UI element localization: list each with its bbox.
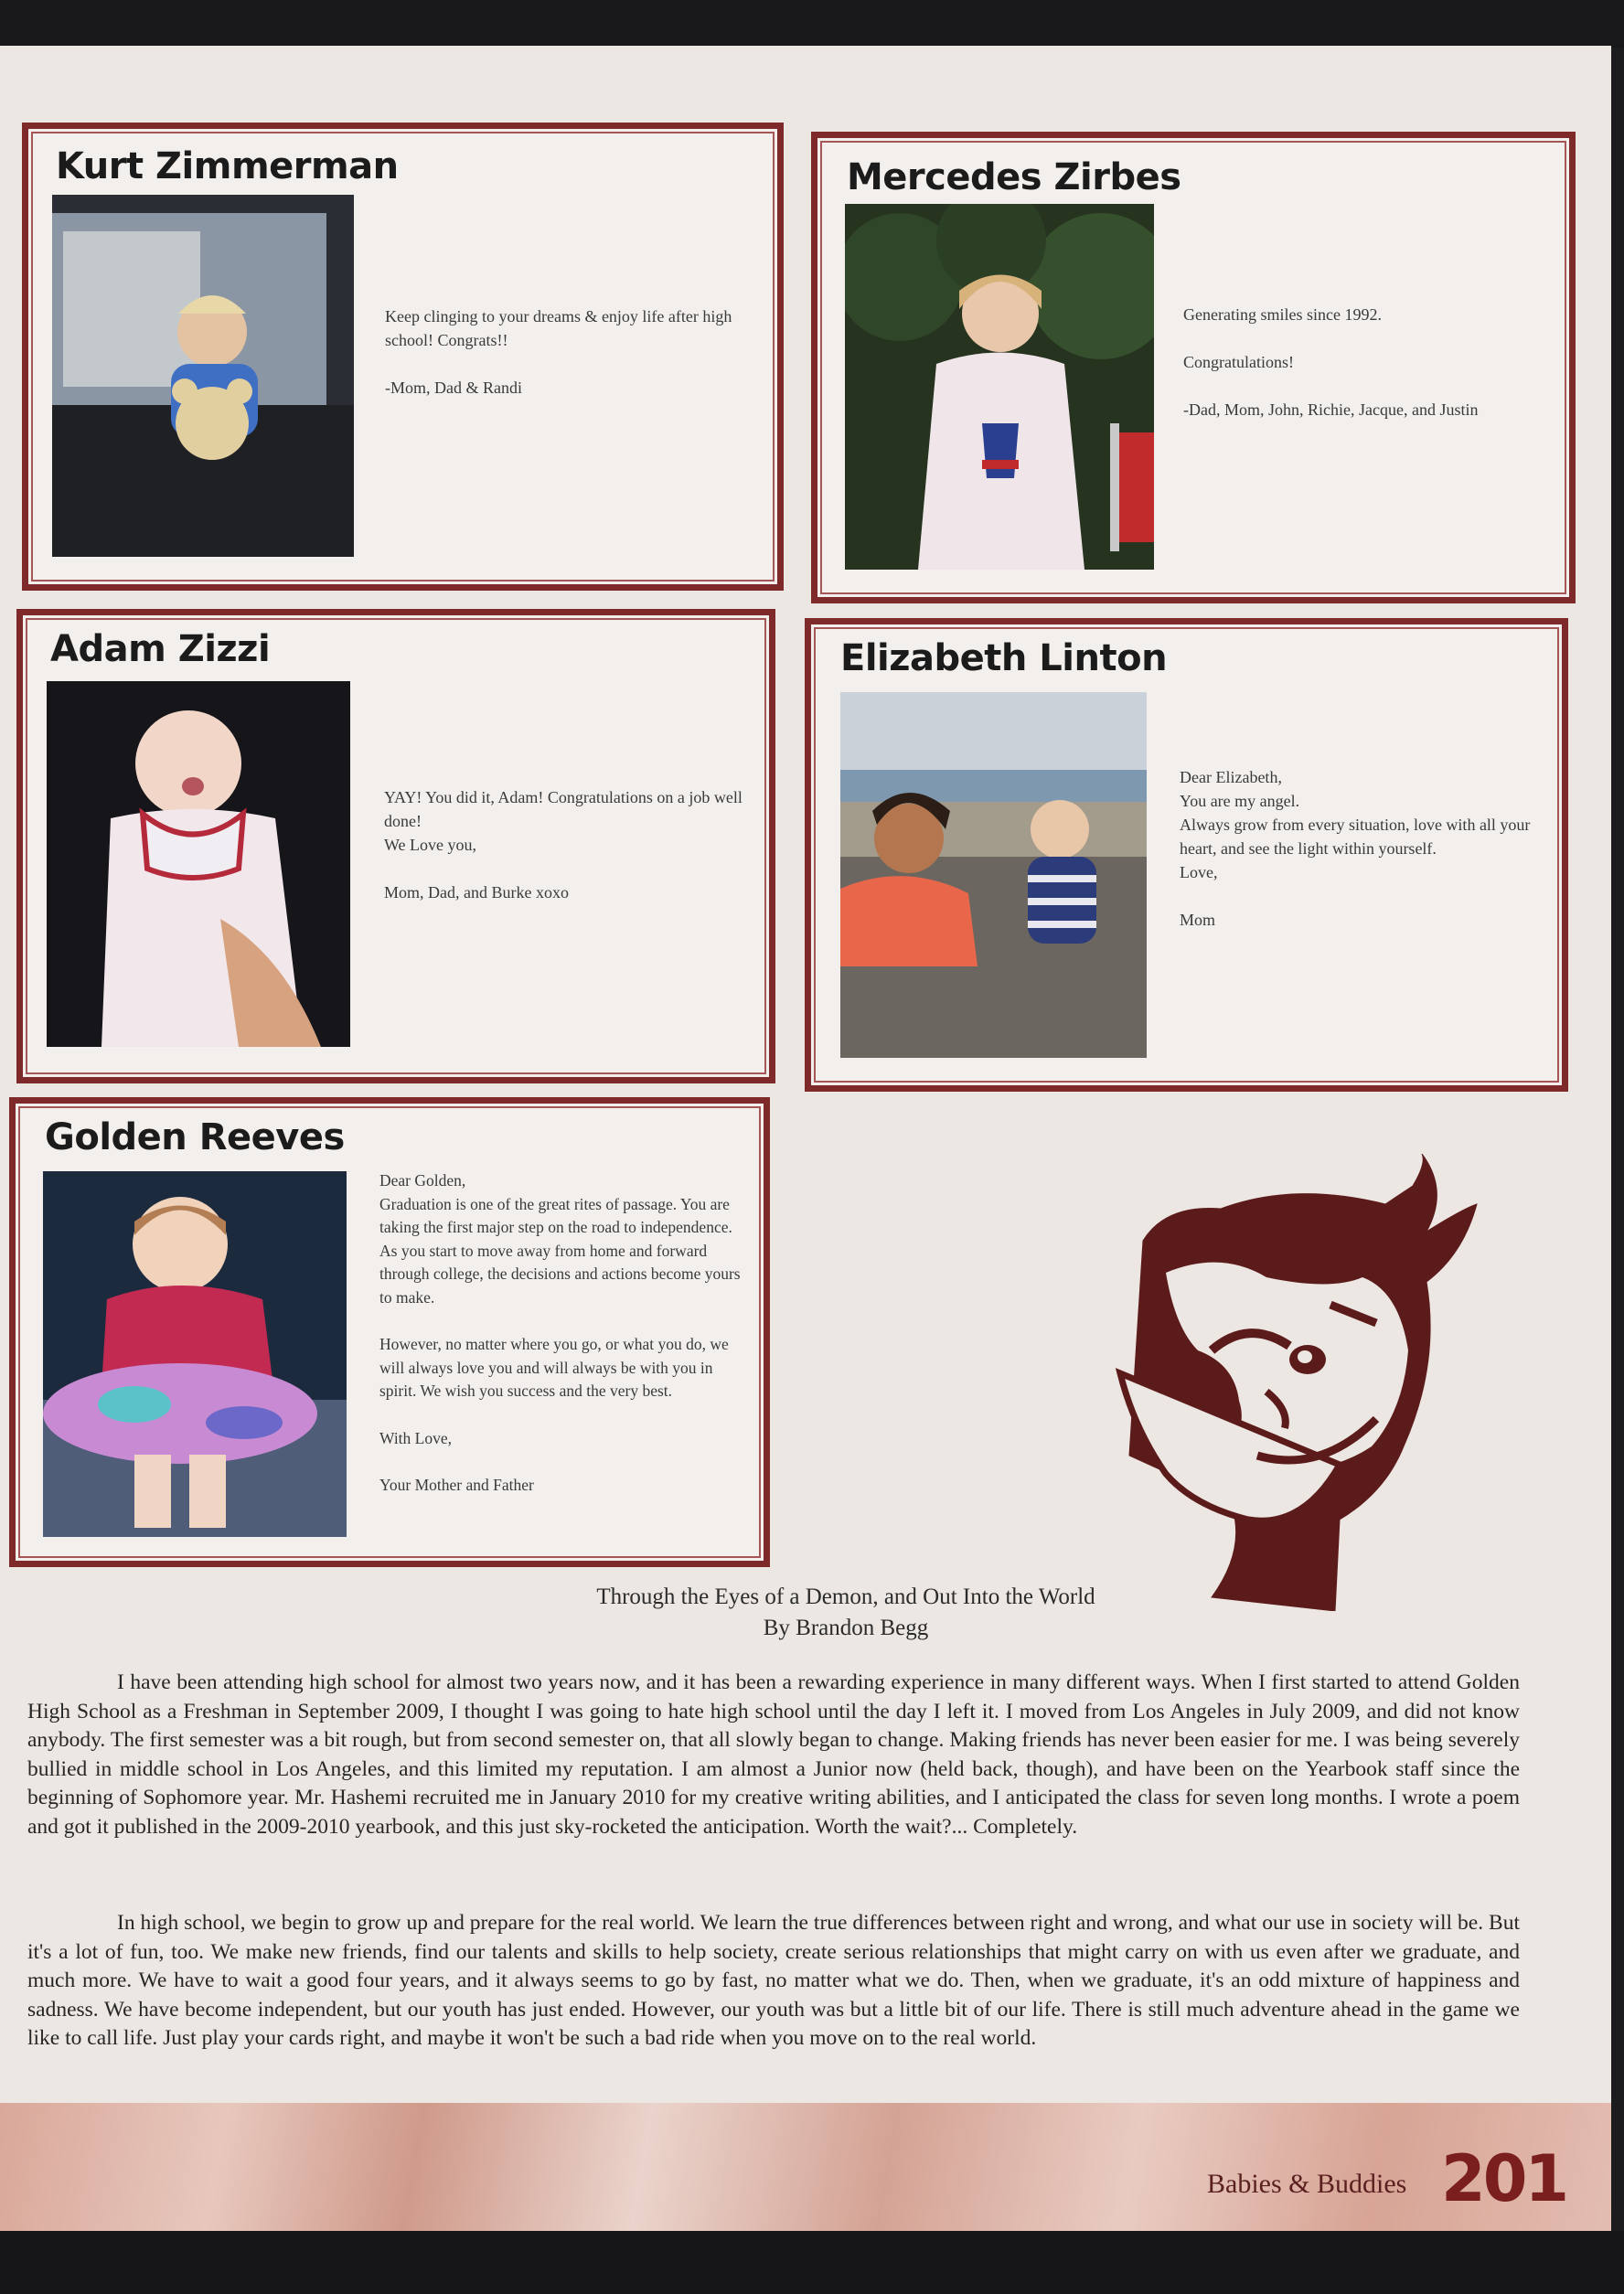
baby-photo [840, 692, 1147, 1058]
top-scan-edge [0, 0, 1624, 48]
card-message [1183, 303, 1558, 421]
card-message [385, 304, 751, 400]
message-line: With Love, [379, 1428, 452, 1447]
message-line: YAY! You did it, Adam! Congratulations on a job well done! We Love you, [384, 788, 743, 854]
essay-heading [0, 1582, 1573, 1644]
message-line: -Mom, Dad & Randi [385, 379, 522, 397]
message-line: However, no matter where you go, or what you do, we will always love you and will always be with you in spirit. We wish you success and the very best. [379, 1335, 729, 1400]
baby-ad-card-mercedes-zirbes [811, 132, 1576, 603]
message-line: -Dad, Mom, John, Richie, Jacque, and Justin [1183, 400, 1479, 419]
baby-photo [52, 195, 354, 557]
bottom-scan-edge [0, 2231, 1624, 2294]
baby-ad-card-elizabeth-linton [805, 618, 1568, 1092]
baby-ad-card-golden-reeves [9, 1097, 770, 1567]
card-message [384, 785, 754, 904]
card-name: Mercedes Zirbes [847, 156, 1181, 198]
essay-byline: By Brandon Begg [763, 1616, 929, 1640]
card-message [379, 1169, 747, 1498]
demon-mascot-icon [1111, 1154, 1486, 1611]
baby-photo [47, 681, 350, 1047]
message-line: Dear Elizabeth, You are my angel. Always grow from every situation, love with all your heart, and see the light within yourself. Love, [1180, 768, 1531, 881]
baby-ad-card-adam-zizzi [16, 609, 775, 1083]
card-name: Elizabeth Linton [840, 637, 1168, 679]
section-title: Babies & Buddies [1207, 2169, 1407, 2199]
message-line: Mom, Dad, and Burke xoxo [384, 883, 569, 902]
card-name: Kurt Zimmerman [56, 145, 399, 187]
baby-photo [43, 1171, 347, 1537]
baby-photo [845, 204, 1154, 570]
card-name: Golden Reeves [45, 1116, 345, 1158]
page-number: 201 [1441, 2141, 1567, 2216]
essay-paragraph: In high school, we begin to grow up and prepare for the real world. We learn the true differences between right and wrong, and what our use in society will be. But it's a lot of fun, too. We make new friends, find our talents and skills to help society, create serious relationships that might carry on with us even after we graduate, and much more. We have to wait a good four years, and it always seems to go by fast, no matter what we do. Then, when we graduate, it's an odd mixture of happiness and sadness. We have become independent, but our youth has just ended. However, our youth was but a little bit of our life. There is still much adventure ahead in the game we like to call life. Just play your cards right, and maybe it won't be such a bad ride when you move on to the real world. [27, 1911, 1520, 2050]
baby-ad-card-kurt-zimmerman [22, 123, 784, 591]
message-line: Dear Golden, Graduation is one of the great rites of passage. You are taking the first major step on the road to independence. As you start to move away from home and forward through college, the decisions and actions become yours to make. [379, 1171, 741, 1307]
card-name: Adam Zizzi [50, 628, 271, 670]
message-line: Congratulations! [1183, 353, 1294, 371]
message-line: Keep clinging to your dreams & enjoy life after high school! Congrats!! [385, 307, 732, 349]
message-line: Your Mother and Father [379, 1476, 534, 1494]
message-line: Mom [1180, 911, 1216, 929]
essay-paragraph: I have been attending high school for almost two years now, and it has been a rewarding experience in many different ways. When I first started to attend Golden High School as a Freshman in September 2009, I thought I was going to hate high school until the day I left it. I moved from Los Angeles in July 2009, and did not know anybody. The first semester was a bit rough, but from second semester on, that all slowly began to change. Making friends has never been easier for me. I was being severely bullied in middle school in Los Angeles, and this limited my reputation. I am almost a Junior now (held back, though), and have been on the Yearbook staff since the beginning of Sophomore year. Mr. Hashemi recruited me in January 2010 for my creative writing abilities, and I anticipated the class for seven long months. I wrote a poem and got it published in the 2009-2010 yearbook, and this just sky-rocketed the anticipation. Worth the wait?... Completely. [27, 1670, 1520, 1839]
card-message [1180, 765, 1555, 932]
essay-title: Through the Eyes of a Demon, and Out Into the World [596, 1584, 1095, 1609]
message-line: Generating smiles since 1992. [1183, 305, 1382, 324]
